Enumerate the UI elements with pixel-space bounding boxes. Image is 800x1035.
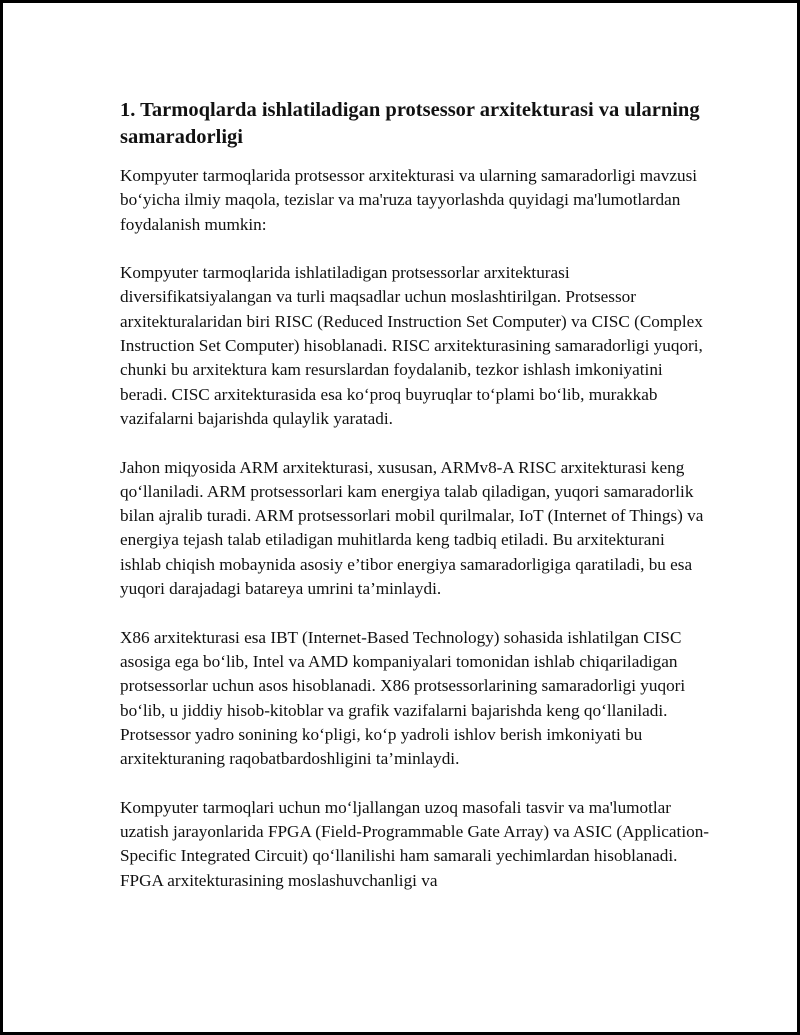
section-heading: 1. Tarmoqlarda ishlatiladigan protsessor arxitekturasi va ularning samaradorligi <box>120 99 700 148</box>
paragraph-risc-cisc: Kompyuter tarmoqlarida ishlatiladigan protsessorlar arxitekturasi diversifikatsiyalangan va turli maqsadlar uchun moslashtirilgan. Protsessor arxitekturalaridan biri RISC (Reduced Instruction Set Computer) va CISC (Complex Instruction Set Computer) hisoblanadi. RISC arxitekturasining samaradorligi yuqori, chunki bu arxitektura kam resurslardan foydalanib, tezkor ishlash imkoniyatini beradi. CISC arxitekturasida esa ko‘proq buyruqlar to‘plami bo‘lib, murakkab vazifalarni bajarishda qulaylik yaratadi. <box>120 263 703 428</box>
paragraph-arm: Jahon miqyosida ARM arxitekturasi, xususan, ARMv8-A RISC arxitekturasi keng qo‘llaniladi. ARM protsessorlari kam energiya talab qiladigan, yuqori samaradorlik bilan ajralib turadi. ARM protsessorlari mobil qurilmalar, IoT (Internet of Things) va energiya tejash talab etiladigan muhitlarda keng tadbiq etiladi. Bu arxitekturani ishlab chiqish mobaynida asosiy e’tibor energiya samaradorligiga qaratiladi, bu esa yuqori darajadagi batareya umrini ta’minlaydi. <box>120 457 704 599</box>
paragraph-fpga-asic: Kompyuter tarmoqlari uchun mo‘ljallangan uzoq masofali tasvir va ma'lumotlar uzatish jarayonlarida FPGA (Field-Programmable Gate Array) va ASIC (Application-Specific Integrated Circuit) qo‘llanilishi ham samarali yechimlardan hisoblanadi. FPGA arxitekturasining moslashuvchanligi va <box>120 797 710 890</box>
document-content <box>120 97 710 917</box>
paragraph-intro: Kompyuter tarmoqlarida protsessor arxitekturasi va ularning samaradorligi mavzusi bo‘yicha ilmiy maqola, tezislar va ma'ruza tayyorlashda quyidagi ma'lumotlardan foydalanish mumkin: <box>120 166 698 234</box>
paragraph-x86: X86 arxitekturasi esa IBT (Internet-Based Technology) sohasida ishlatilgan CISC asosiga ega bo‘lib, Intel va AMD kompaniyalari tomonidan ishlab chiqariladigan protsessorlar uchun asos hisoblanadi. X86 protsessorlarining samaradorligi yuqori bo‘lib, u jiddiy hisob-kitoblar va grafik vazifalarni bajarishda keng qo‘llaniladi. Protsessor yadro sonining ko‘pligi, ko‘p yadroli ishlov berish imkoniyati bu arxitekturaning raqobatbardoshligini ta’minlaydi. <box>120 627 686 769</box>
